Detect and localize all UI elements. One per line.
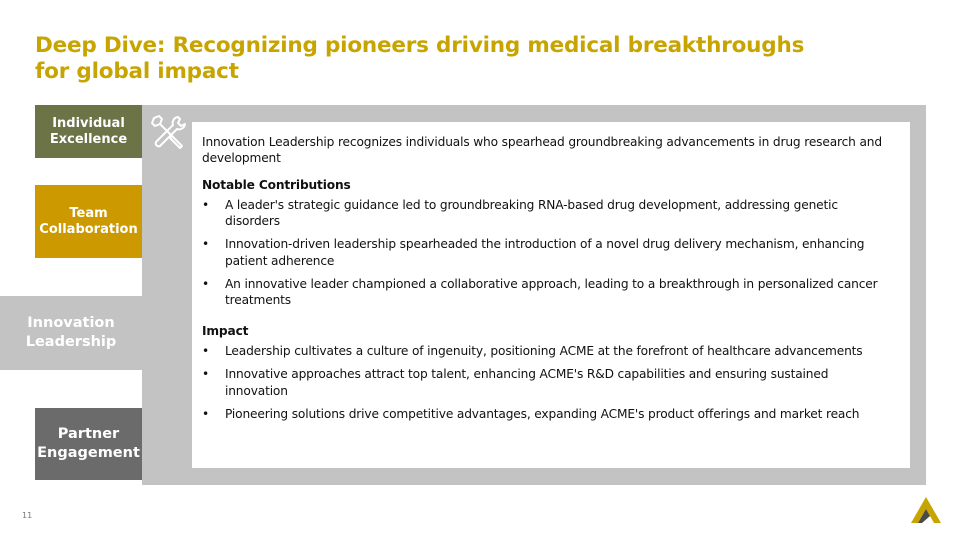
list-item: • Leadership cultivates a culture of ingenuity, positioning ACME at the forefront of healthcare advancements	[202, 343, 892, 359]
page-number: 11	[22, 511, 33, 520]
list-item: • A leader's strategic guidance led to groundbreaking RNA-based drug development, addressing genetic disorders	[202, 197, 892, 230]
list-item: • Innovative approaches attract top talent, enhancing ACME's R&D capabilities and ensuring sustained innovation	[202, 366, 892, 399]
list-item: • Pioneering solutions drive competitive advantages, expanding ACME's product offerings and market reach	[202, 406, 892, 422]
list-item: • Innovation-driven leadership spearheaded the introduction of a novel drug delivery mechanism, enhancing patient adherence	[202, 236, 892, 269]
tab-individual-excellence[interactable]: Individual Excellence	[35, 105, 142, 158]
contributions-list	[202, 197, 892, 309]
content-body	[202, 134, 892, 429]
acme-logo	[909, 495, 943, 525]
tools-icon	[148, 112, 188, 152]
slide-title: Deep Dive: Recognizing pioneers driving medical breakthroughs for global impact	[35, 33, 805, 84]
tab-partner-engagement[interactable]: Partner Engagement	[35, 408, 142, 480]
tab-team-collaboration[interactable]: Team Collaboration	[35, 185, 142, 258]
tab-innovation-leadership[interactable]: Innovation Leadership	[0, 296, 142, 370]
impact-heading: Impact	[202, 323, 249, 338]
contributions-heading: Notable Contributions	[202, 177, 351, 192]
impact-list	[202, 343, 892, 422]
intro-text: Innovation Leadership recognizes individuals who spearhead groundbreaking advancements in drug research and development	[202, 135, 882, 166]
list-item: • An innovative leader championed a collaborative approach, leading to a breakthrough in personalized cancer treatments	[202, 276, 892, 309]
